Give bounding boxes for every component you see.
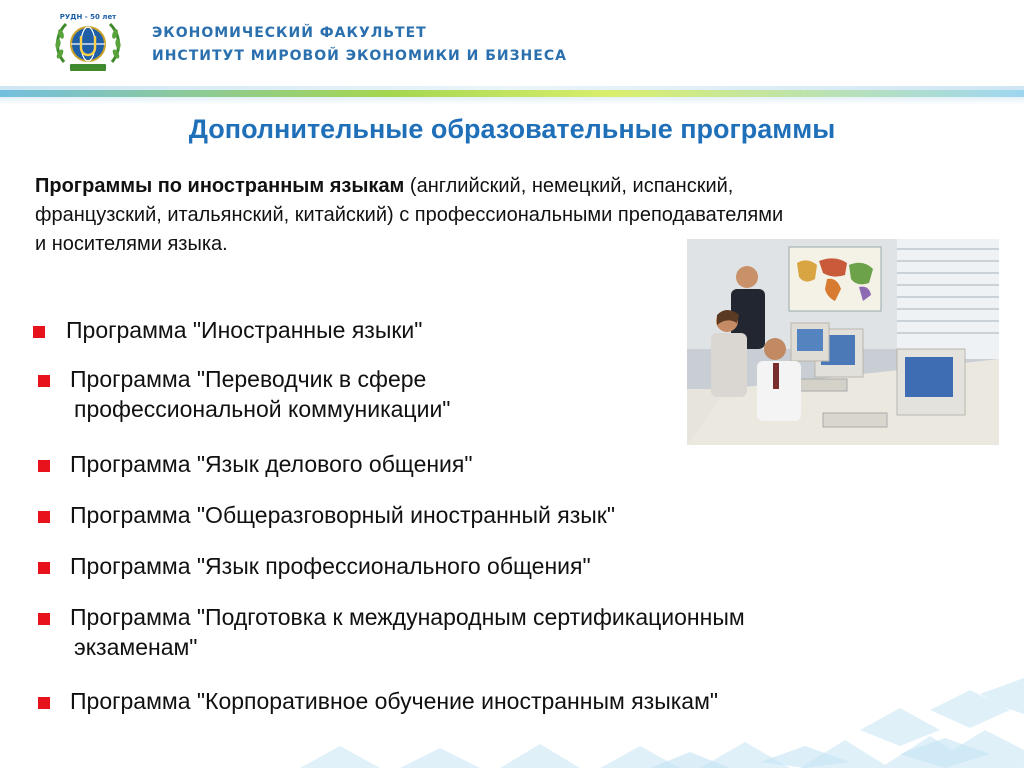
bullet-square-icon [38, 562, 50, 574]
bullet-square-icon [33, 326, 45, 338]
bullet-square-icon [38, 375, 50, 387]
program-line1: Программа "Переводчик в сфере [70, 366, 427, 392]
logo-text: РУДН - 50 лет [59, 13, 117, 21]
intro-line2: французский, итальянский, китайский) с профессиональными преподавателями [35, 204, 784, 226]
program-text [70, 449, 930, 479]
header-stripe-shadow [0, 97, 1024, 105]
slide-title: Дополнительные образовательные программы [188, 114, 836, 144]
program-line2: профессиональной коммуникации" [74, 396, 451, 422]
header-stripe-gradient [0, 90, 1024, 97]
program-line1: Программа "Язык профессионального общения" [70, 553, 591, 579]
decorative-diamond-pattern [0, 650, 1024, 768]
program-line1: Программа "Подготовка к международным сертификационным [70, 604, 745, 630]
program-line1: Программа "Язык делового общения" [70, 451, 473, 477]
bullet-square-icon [38, 613, 50, 625]
bullet-square-icon [38, 511, 50, 523]
program-line1: Программа "Корпоративное обучение иностранным языкам" [70, 688, 719, 714]
program-text [70, 551, 930, 581]
faculty-name: ЭКОНОМИЧЕСКИЙ ФАКУЛЬТЕТ [152, 25, 427, 41]
program-text [70, 364, 930, 424]
university-logo [50, 10, 126, 78]
institute-name: ИНСТИТУТ МИРОВОЙ ЭКОНОМИКИ И БИЗНЕСА [152, 48, 567, 64]
header [0, 0, 1024, 88]
program-line1: Программа "Общеразговорный иностранный язык" [70, 502, 616, 528]
intro-line3: и носителями языка. [35, 233, 228, 255]
bullet-square-icon [38, 460, 50, 472]
program-line1: Программа "Иностранные языки" [66, 317, 423, 343]
program-line2: экзаменам" [74, 634, 198, 660]
program-text [70, 500, 930, 530]
intro-rest: (английский, немецкий, испанский, [404, 175, 734, 197]
program-text [66, 315, 926, 345]
intro-bold: Программы по иностранным языкам [35, 175, 405, 197]
